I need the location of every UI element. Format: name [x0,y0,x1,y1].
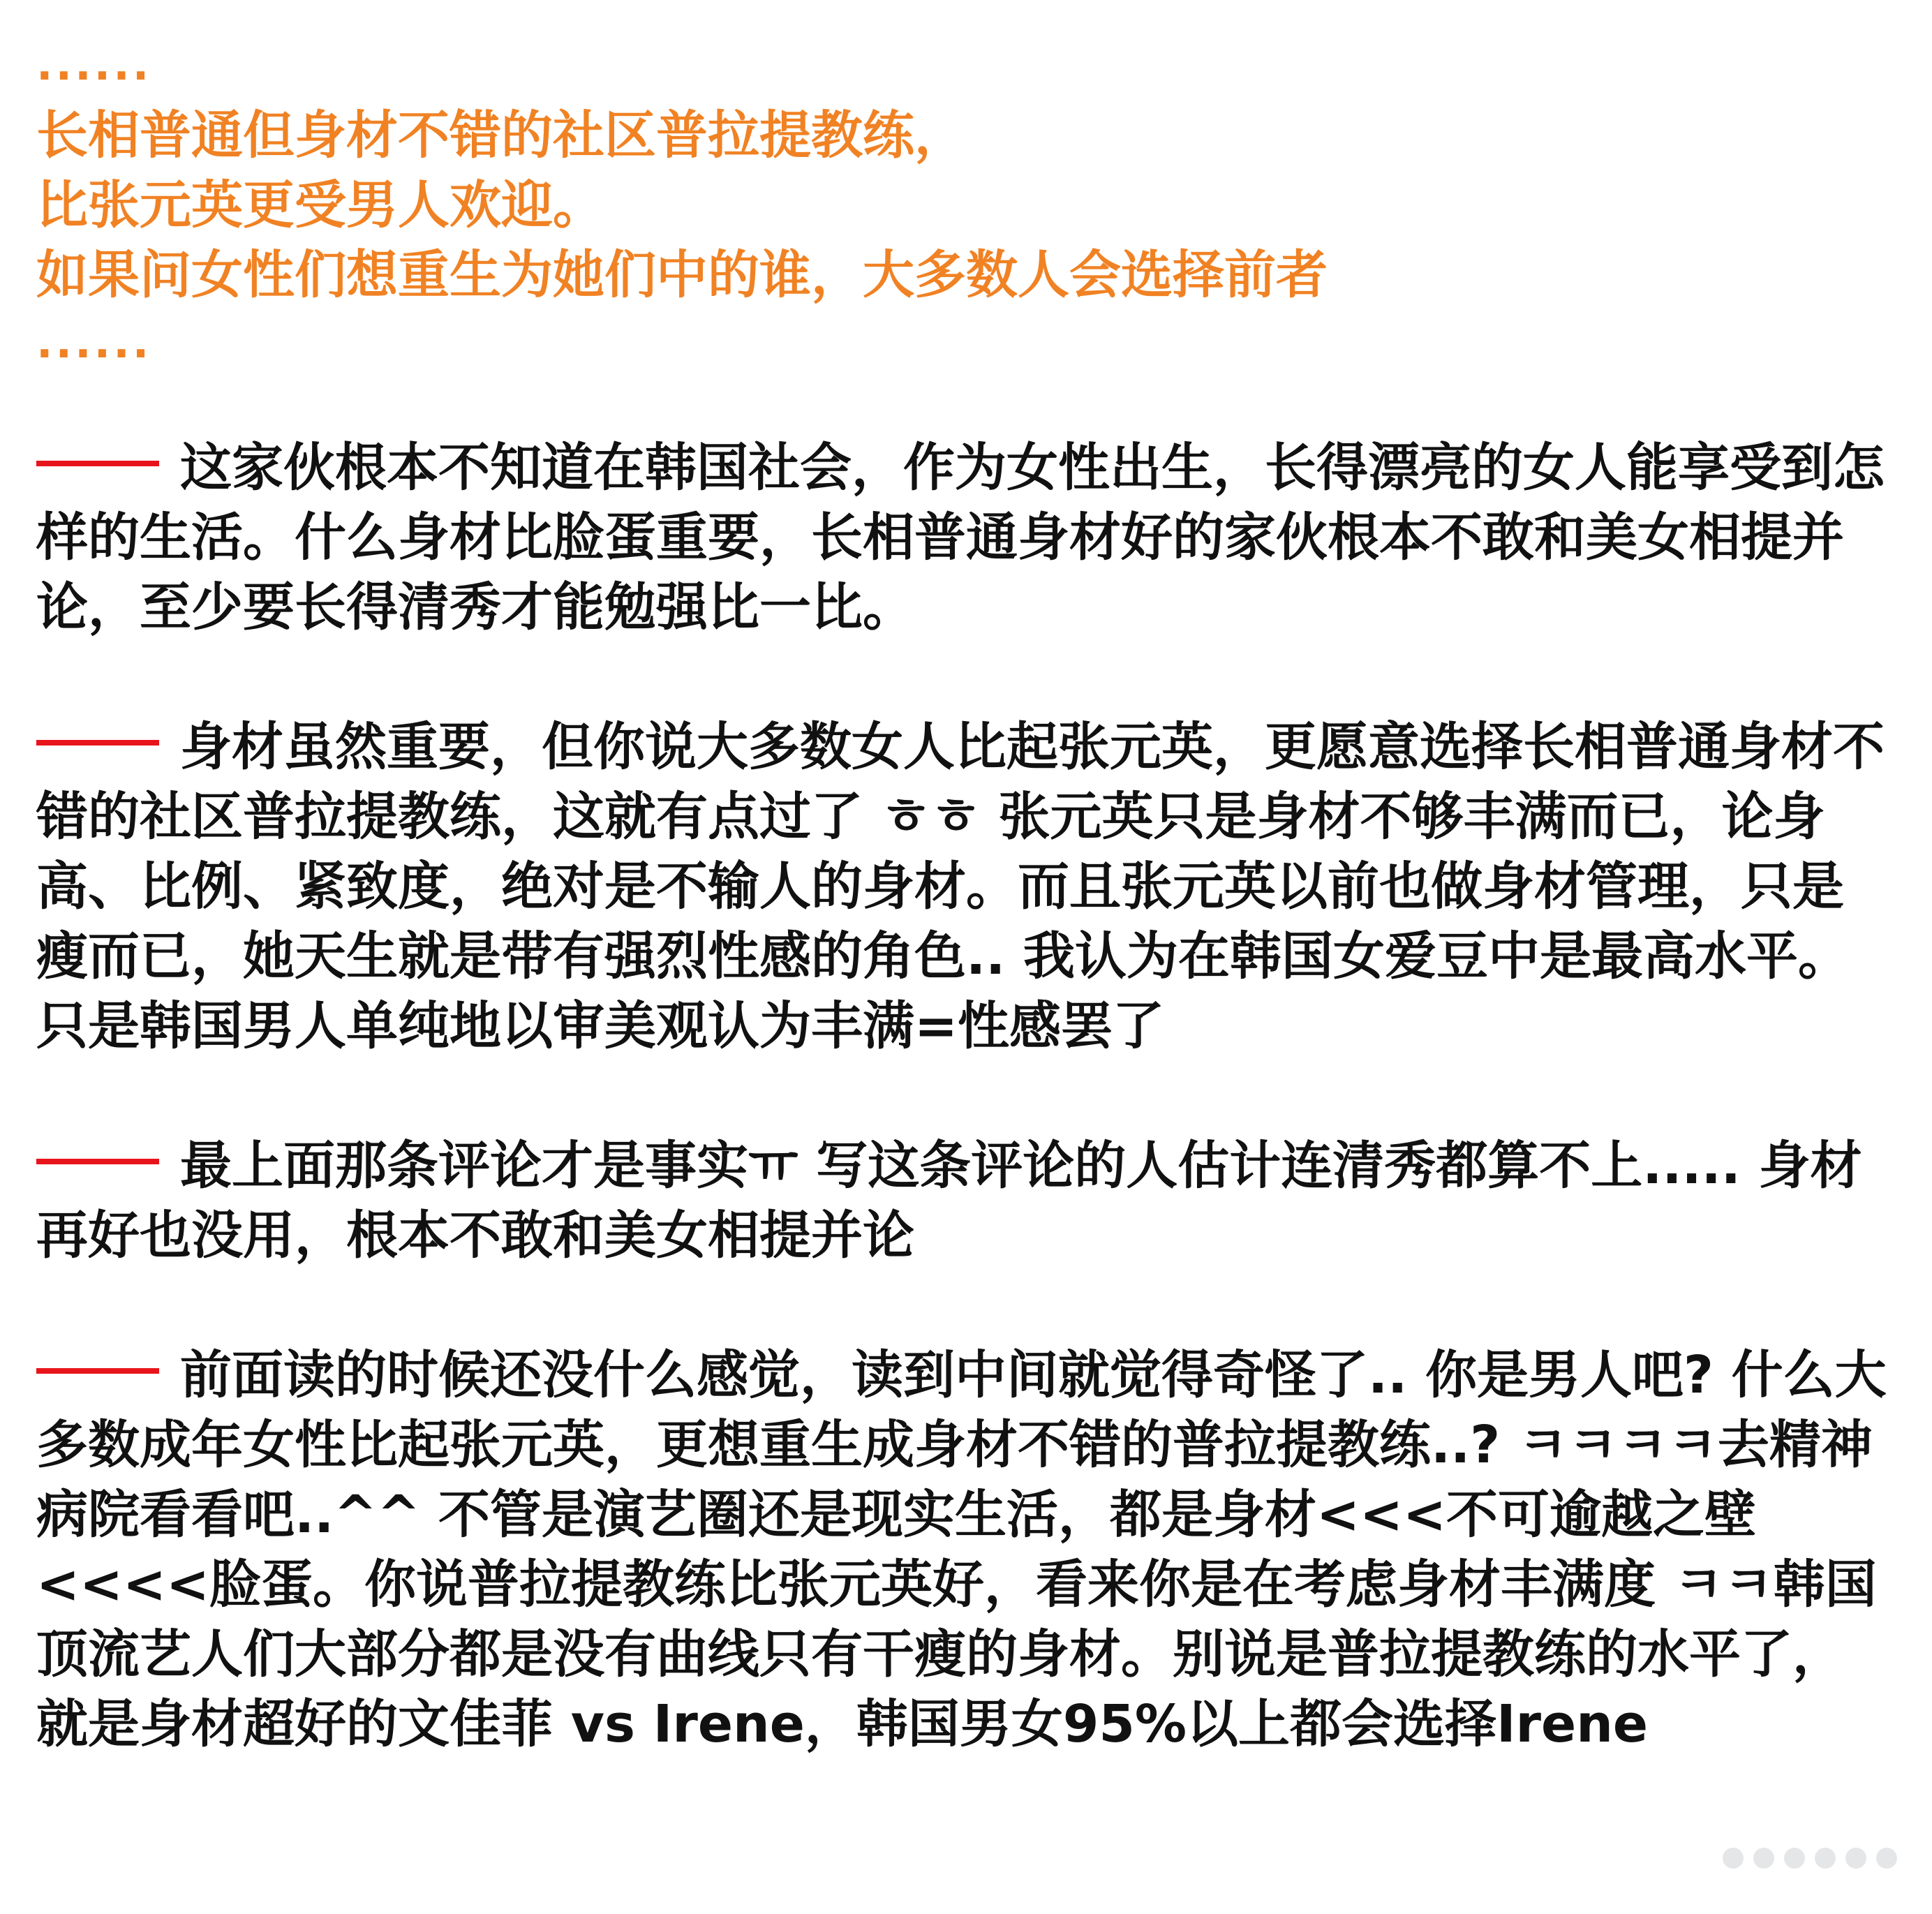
article [36,39,1893,1829]
red-dash-icon [36,1159,159,1164]
comment-text: 这家伙根本不知道在韩国社会，作为女性出生，长得漂亮的女人能享受到怎样的生活。什么身材比脸蛋重要，长相普通身材好的家伙根本不敢和美女相提并论，至少要长得清秀才能勉强比一比。 [36,438,1885,637]
quote-line: 如果问女性们想重生为她们中的谁，大多数人会选择前者 [36,245,1328,305]
red-dash-icon [36,1368,159,1374]
watermark-dot [1845,1848,1866,1869]
watermark-icon [1723,1844,1918,1872]
watermark-dot [1753,1848,1774,1869]
red-dash-icon [36,740,159,745]
quoted-statement [36,101,1893,310]
ellipsis-bottom: ...... [36,317,152,368]
red-dash-icon [36,461,159,466]
comment-item [36,433,1893,642]
comment-text: 最上面那条评论才是事实ㅠ 写这条评论的人估计连清秀都算不上..... 身材再好也没用，根本不敢和美女相提并论 [36,1136,1862,1266]
comment-item [36,1340,1893,1759]
ellipsis-top: ...... [36,39,152,90]
quote-line: 长相普通但身材不错的社区普拉提教练， [36,105,966,165]
comment-item [36,1131,1893,1270]
comment-text: 前面读的时候还没什么感觉，读到中间就觉得奇怪了.. 你是男人吧? 什么大多数成年女性比起张元英，更想重生成身材不错的普拉提教练..? ㅋㅋㅋㅋ去精神病院看看吧..^^ 不管是演艺圈还是现实生活，都是身材<<<不可逾越之壁<<<<脸蛋。你说普拉提教练比张元英好，看来你是在考虑身材丰满度 ㅋㅋ韩国顶流艺人们大部分都是没有曲线只有干瘦的身材。别说是普拉提教练的水平了，就是身材超好的文佳菲 vs Irene，韩国男女95%以上都会选择Irene [36,1345,1887,1754]
comment-item [36,712,1893,1061]
comment-text: 身材虽然重要，但你说大多数女人比起张元英，更愿意选择长相普通身材不错的社区普拉提教练，这就有点过了 ㅎㅎ 张元英只是身材不够丰满而已，论身高、比例、紧致度，绝对是不输人的身材。而且张元英以前也做身材管理，只是瘦而已，她天生就是带有强烈性感的角色.. 我认为在韩国女爱豆中是最高水平。只是韩国男人单纯地以审美观认为丰满=性感罢了 [36,717,1885,1056]
quote-line: 比张元英更受男人欢迎。 [36,175,604,235]
watermark-dot [1876,1848,1897,1869]
watermark-dot [1723,1848,1744,1869]
watermark-dot [1815,1848,1836,1869]
watermark-dot [1784,1848,1805,1869]
comment-list [36,433,1893,1759]
